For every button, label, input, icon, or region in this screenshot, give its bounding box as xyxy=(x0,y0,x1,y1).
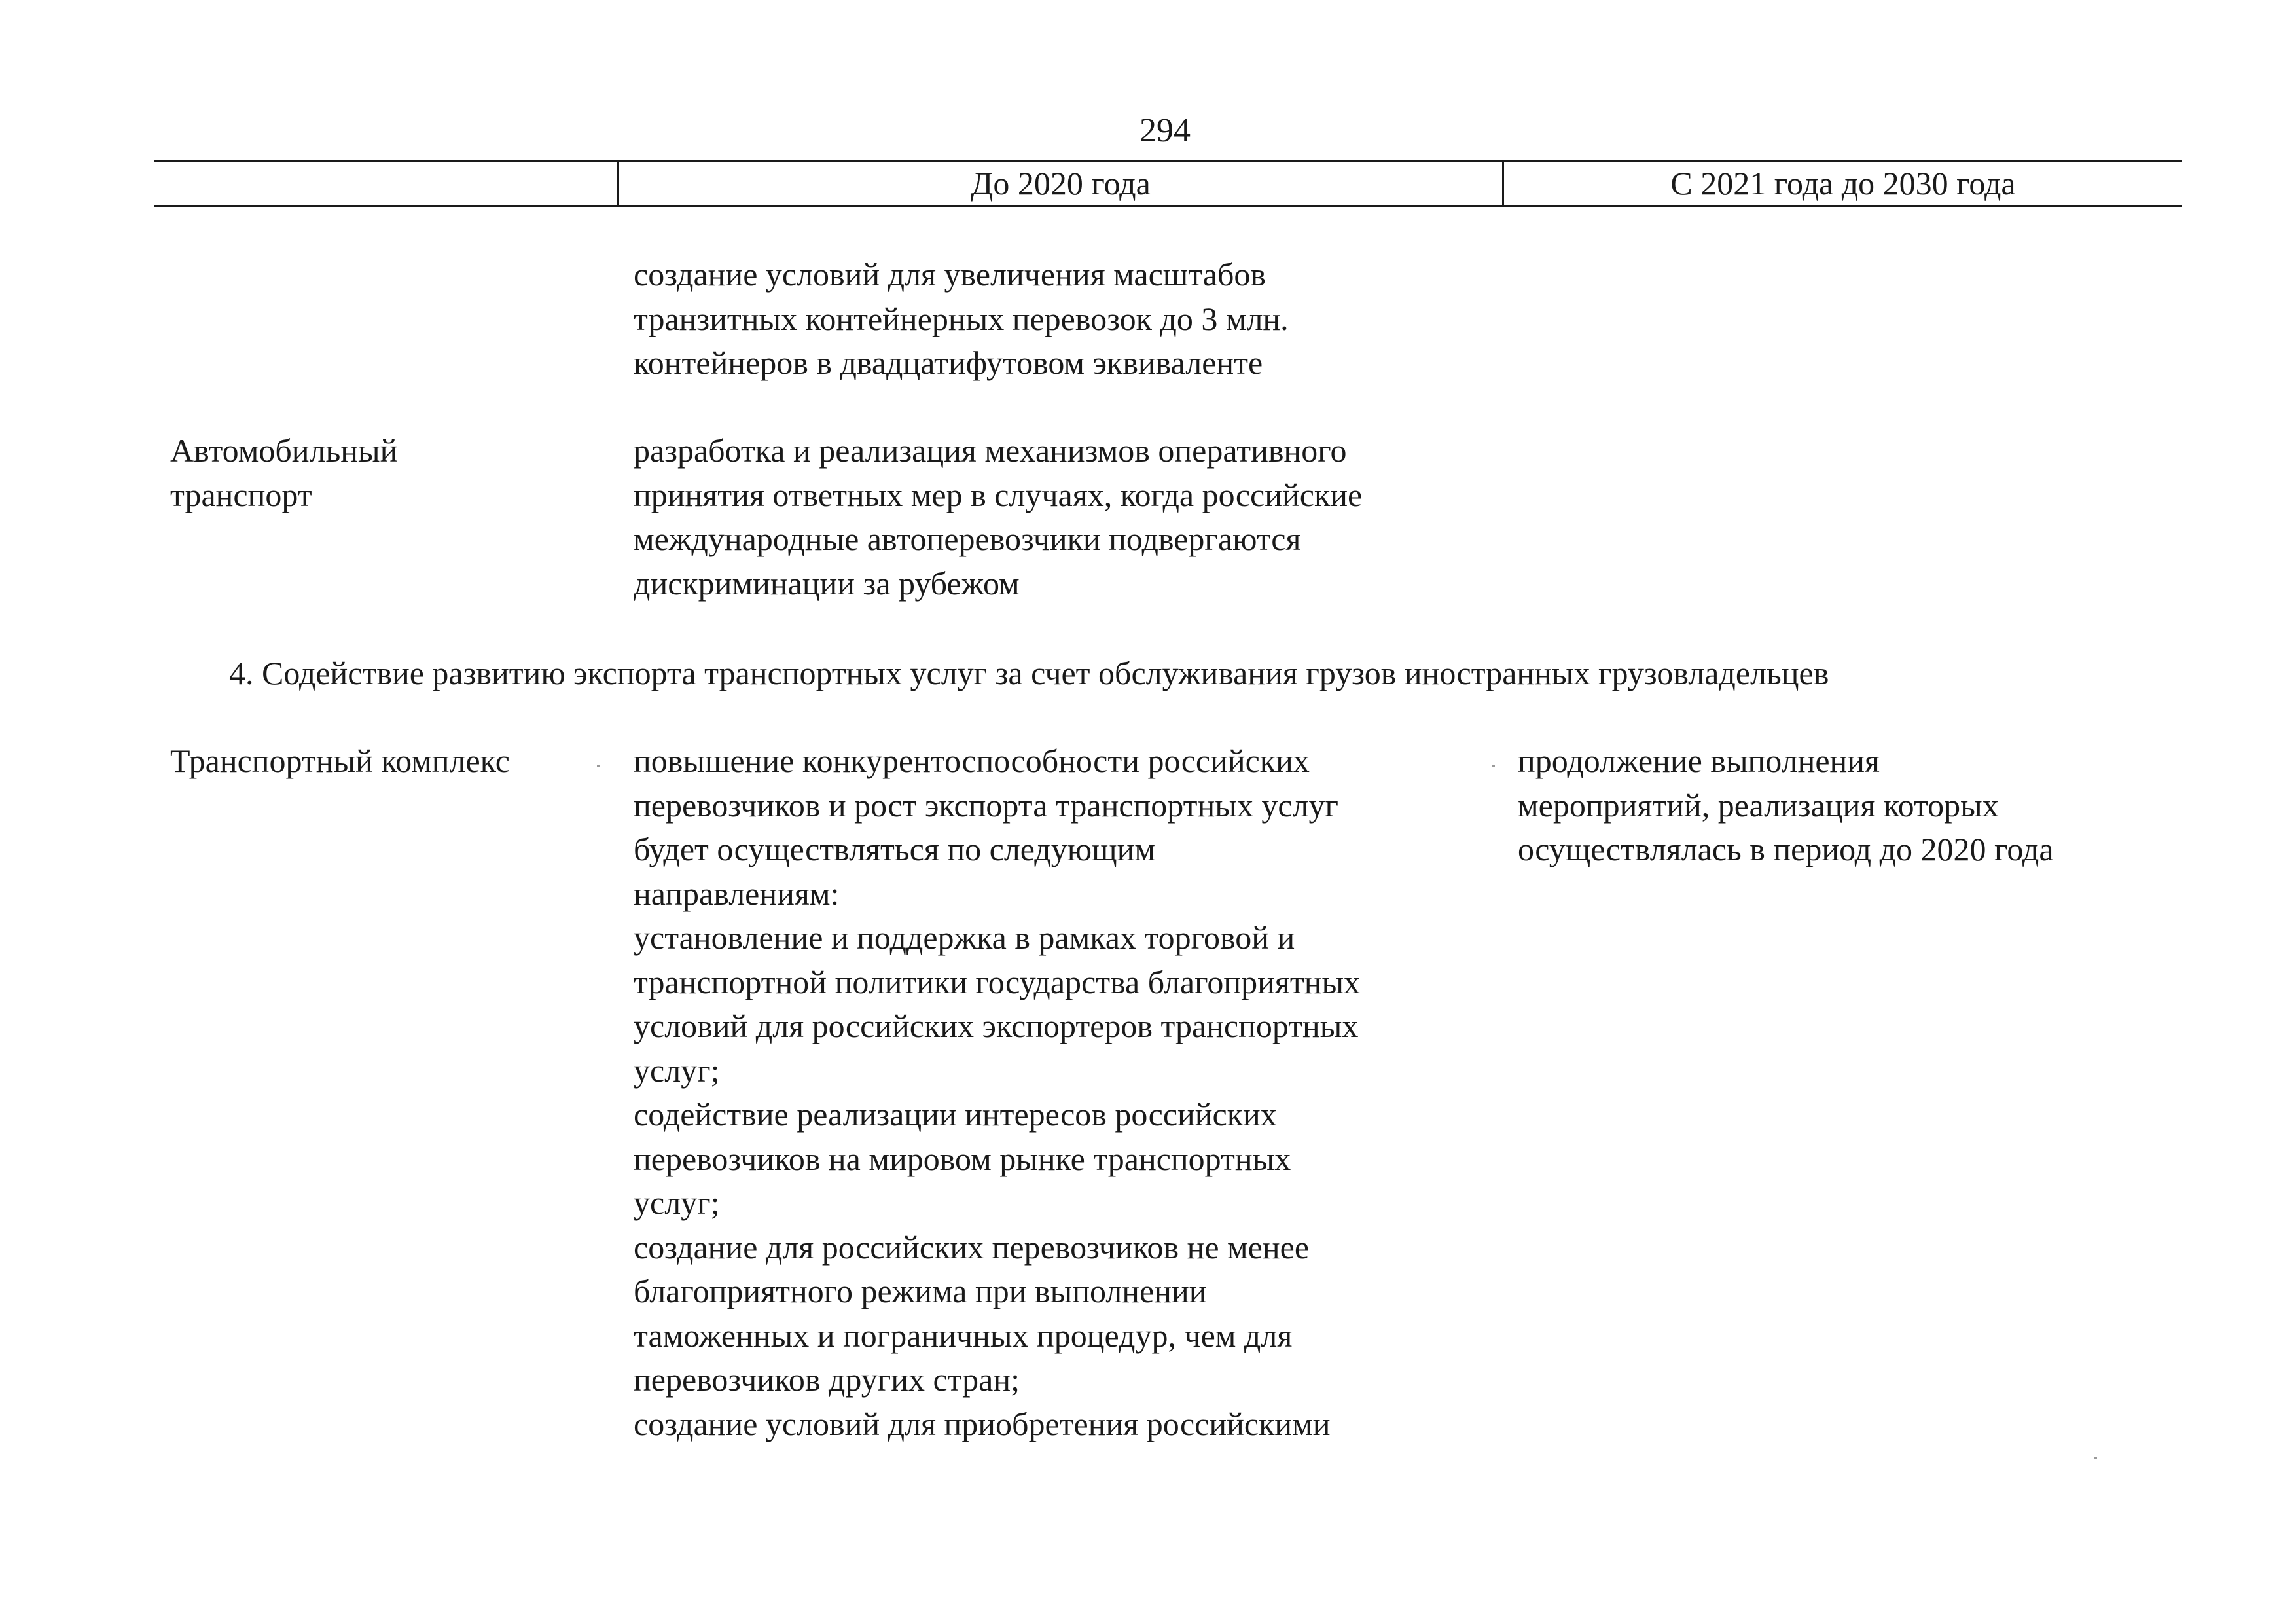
row-2-category xyxy=(170,429,397,517)
text-line: транзитных контейнерных перевозок до 3 млн. xyxy=(634,300,1289,337)
page-number: 294 xyxy=(1139,112,1191,149)
column-header-until-2020: До 2020 года xyxy=(971,165,1151,202)
text-line: контейнеров в двадцатифутовом эквиваленте xyxy=(634,344,1263,381)
text-line: благоприятного режима при выполнении xyxy=(634,1273,1207,1309)
text-line: мероприятий, реализация которых xyxy=(1518,786,1999,824)
row-1-period-1-text xyxy=(634,253,1289,386)
category-line: Транспортный комплекс xyxy=(170,742,510,779)
text-line: международные автоперевозчики подвергаются xyxy=(634,520,1301,557)
column-header-2021-2030: С 2021 года до 2030 года xyxy=(1670,165,2016,202)
text-line: перевозчиков других стран; xyxy=(634,1361,1020,1398)
text-line: услуг; xyxy=(634,1184,720,1221)
text-line: создание условий для увеличения масштабов xyxy=(634,256,1266,293)
text-line: содействие реализации интересов российских xyxy=(634,1096,1277,1133)
text-line: установление и поддержка в рамках торговой и xyxy=(634,919,1295,956)
text-line: создание условий для приобретения российскими xyxy=(634,1405,1331,1442)
text-line: условий для российских экспортеров транспортных xyxy=(634,1008,1359,1044)
text-line: будет осуществляться по следующим xyxy=(634,831,1155,867)
scan-speck xyxy=(597,765,600,767)
scan-speck xyxy=(2094,1457,2097,1459)
category-line: транспорт xyxy=(170,476,312,513)
text-line: повышение конкурентоспособности российских xyxy=(634,742,1310,779)
text-line: создание для российских перевозчиков не менее xyxy=(634,1228,1310,1266)
category-line: Автомобильный xyxy=(170,432,398,469)
text-line: транспортной политики государства благоприятных xyxy=(634,963,1361,1000)
text-line: перевозчиков и рост экспорта транспортных услуг xyxy=(634,786,1338,824)
text-line: осуществлялась в период до 2020 года xyxy=(1518,831,2054,867)
text-line: таможенных и пограничных процедур, чем для xyxy=(634,1317,1293,1354)
text-line: продолжение выполнения xyxy=(1518,742,1880,779)
text-line: перевозчиков на мировом рынке транспортных xyxy=(634,1140,1291,1177)
section-row-category xyxy=(170,739,510,784)
text-line: дискриминации за рубежом xyxy=(634,564,1020,602)
header-bottom-rule xyxy=(154,205,2182,207)
section-heading: 4. Содействие развитию экспорта транспортных услуг за счет обслуживания грузов иностранных грузовладельцев xyxy=(229,655,1829,691)
row-2-period-1-text xyxy=(634,429,1362,606)
text-line: направлениям: xyxy=(634,875,840,912)
section-row-period-2-text xyxy=(1518,739,2054,872)
text-line: принятия ответных мер в случаях, когда российские xyxy=(634,476,1363,513)
scan-speck xyxy=(1492,765,1495,767)
section-row-period-1-text xyxy=(634,739,1360,1446)
text-line: разработка и реализация механизмов оперативного xyxy=(634,432,1347,469)
text-line: услуг; xyxy=(634,1051,720,1089)
